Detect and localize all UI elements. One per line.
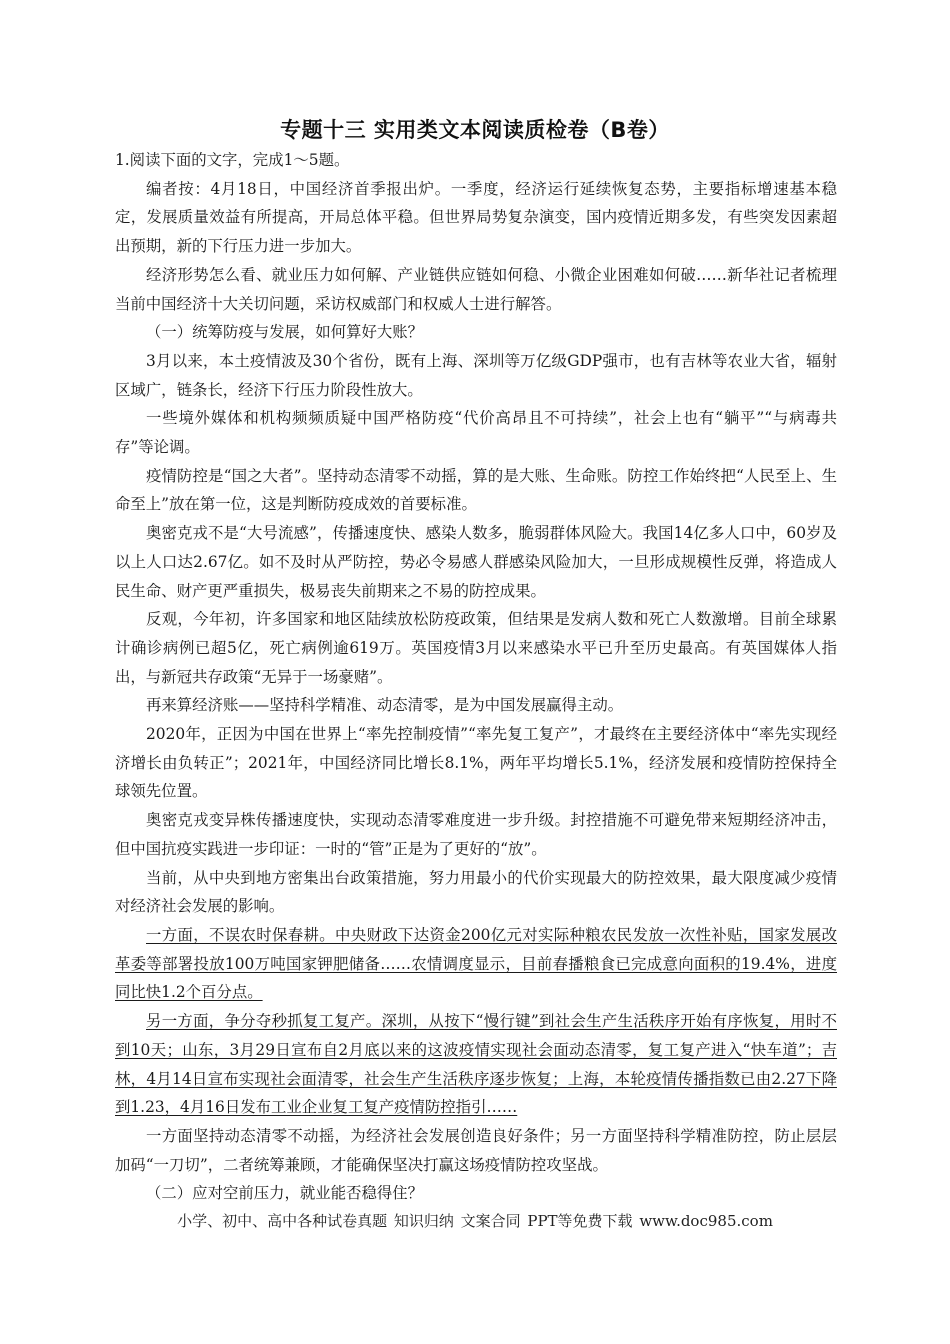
body-paragraph: 疫情防控是“国之大者”。坚持动态清零不动摇，算的是大账、生命账。防控工作始终把“人民至上、生命至上”放在第一位，这是判断防疫成效的首要标准。 xyxy=(115,466,837,514)
body-paragraph: 再来算经济账——坚持科学精准、动态清零，是为中国发展赢得主动。 xyxy=(146,696,624,715)
section-heading-2: （二）应对空前压力，就业能否稳得住？ xyxy=(146,1184,424,1203)
question-instruction: 1.阅读下面的文字，完成1～5题。 xyxy=(115,151,350,169)
article-body xyxy=(115,146,837,1208)
body-paragraph: 反观，今年初，许多国家和地区陆续放松防疫政策，但结果是发病人数和死亡人数激增。目前全球累计确诊病例已超5亿，死亡病例逾619万。英国疫情3月以来感染水平已升至历史最高。有英国媒体人指出，与新冠共存政策“无异于一场豪赌”。 xyxy=(115,610,837,686)
body-paragraph: 奥密克戎不是“大号流感”，传播速度快、感染人数多，脆弱群体风险大。我国14亿多人口中，60岁及以上人口达2.67亿。如不及时从严防控，势必令易感人群感染风险加大，一旦形成规模性反弹，将造成人民生命、财产更严重损失，极易丧失前期来之不易的防控成果。 xyxy=(115,524,837,600)
body-paragraph: 奥密克戎变异株传播速度快，实现动态清零难度进一步升级。封控措施不可避免带来短期经济冲击，但中国抗疫实践进一步印证：一时的“管”正是为了更好的“放”。 xyxy=(115,811,837,858)
document-title: 专题十三 实用类文本阅读质检卷（B卷） xyxy=(280,118,670,142)
body-paragraph: 2020年，正因为中国在世界上“率先控制疫情”“率先复工复产”，才最终在主要经济体中“率先实现经济增长由负转正”；2021年，中国经济同比增长8.1%，两年平均增长5.1%，经济发展和疫情防控保持全球领先位置。 xyxy=(115,725,837,801)
section-heading-1: （一）统筹防疫与发展，如何算好大账？ xyxy=(146,323,424,342)
editor-note-paragraph: 编者按：4月18日，中国经济首季报出炉。一季度，经济运行延续恢复态势，主要指标增速基本稳定，发展质量效益有所提高，开局总体平稳。但世界局势复杂演变，国内疫情近期多发，有些突发因素超出预期，新的下行压力进一步加大。 xyxy=(115,179,837,256)
page-footer: 小学、初中、高中各种试卷真题 知识归纳 文案合同 PPT等免费下载 www.doc985.com xyxy=(177,1212,773,1230)
intro-paragraph: 经济形势怎么看、就业压力如何解、产业链供应链如何稳、小微企业困难如何破……新华社记者梳理当前中国经济十大关切问题，采访权威部门和权威人士进行解答。 xyxy=(115,265,837,313)
body-paragraph: 一些境外媒体和机构频频质疑中国严格防疫“代价高昂且不可持续”，社会上也有“躺平”“与病毒共存”等论调。 xyxy=(115,409,837,457)
body-paragraph: 3月以来，本土疫情波及30个省份，既有上海、深圳等万亿级GDP强市，也有吉林等农业大省，辐射区域广，链条长，经济下行压力阶段性放大。 xyxy=(115,351,837,399)
body-paragraph: 一方面坚持动态清零不动摇，为经济社会发展创造良好条件；另一方面坚持科学精准防控，防止层层加码“一刀切”，二者统筹兼顾，才能确保坚决打赢这场疫情防控攻坚战。 xyxy=(115,1126,837,1174)
underlined-paragraph: 一方面，不误农时保春耕。中央财政下达资金200亿元对实际种粮农民发放一次性补贴，国家发展改革委等部署投放100万吨国家钾肥储备……农情调度显示，目前春播粮食已完成意向面积的19.4%，进度同比快1.2个百分点。 xyxy=(115,925,837,1002)
underlined-paragraph: 另一方面，争分夺秒抓复工复产。深圳，从按下“慢行键”到社会生产生活秩序开始有序恢复，用时不到10天；山东，3月29日宣布自2月底以来的这波疫情实现社会面动态清零，复工复产进入“快车道”；吉林，4月14日宣布实现社会面清零，社会生产生活秩序逐步恢复；上海，本轮疫情传播指数已由2.27下降到1.23，4月16日发布工业企业复工复产疫情防控指引…… xyxy=(115,1012,837,1117)
body-paragraph: 当前，从中央到地方密集出台政策措施，努力用最小的代价实现最大的防控效果，最大限度减少疫情对经济社会发展的影响。 xyxy=(115,868,837,916)
